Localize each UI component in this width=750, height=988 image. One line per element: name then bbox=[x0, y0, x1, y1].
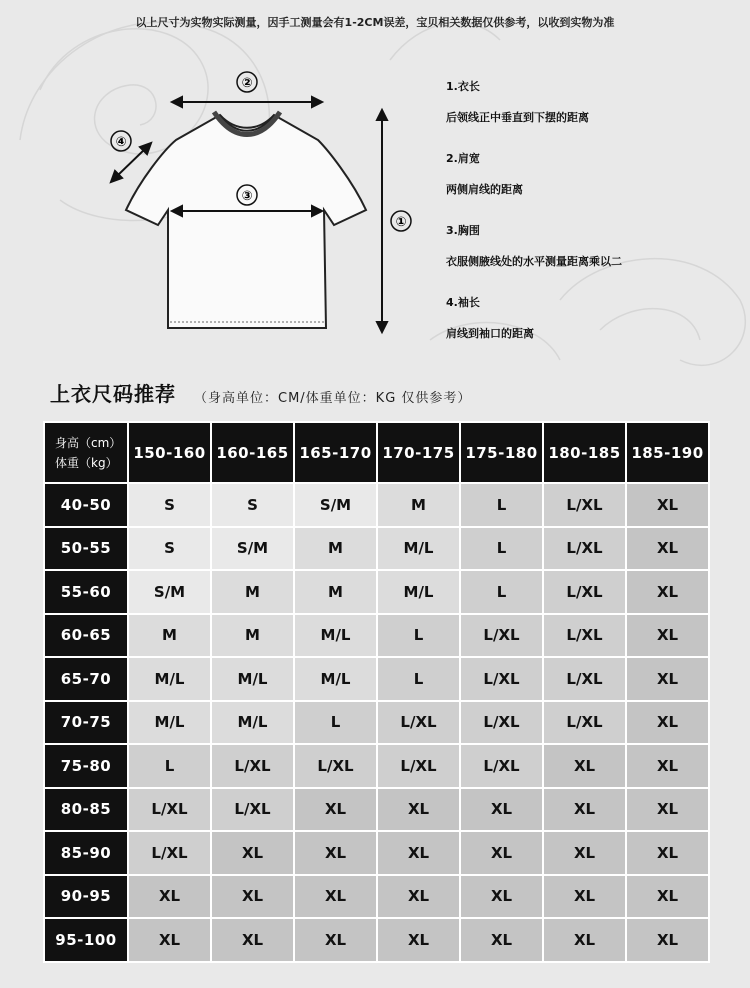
size-cell: L bbox=[460, 483, 543, 527]
size-cell: L/XL bbox=[543, 483, 626, 527]
table-body bbox=[44, 483, 709, 962]
size-cell: XL bbox=[543, 744, 626, 788]
size-cell: XL bbox=[626, 527, 709, 571]
size-cell: XL bbox=[626, 875, 709, 919]
size-cell: M bbox=[294, 570, 377, 614]
table-row bbox=[44, 918, 709, 962]
size-cell: XL bbox=[626, 918, 709, 962]
size-cell: M/L bbox=[294, 657, 377, 701]
weight-row-header: 95-100 bbox=[44, 918, 128, 962]
table-row bbox=[44, 483, 709, 527]
size-cell: XL bbox=[211, 875, 294, 919]
height-unit-label: 身高（cm） bbox=[55, 435, 122, 450]
legend-title: 4.袖长 bbox=[446, 296, 480, 309]
size-cell: L/XL bbox=[128, 831, 211, 875]
size-cell: L bbox=[128, 744, 211, 788]
size-cell: XL bbox=[626, 701, 709, 745]
height-column-header: 185-190 bbox=[626, 422, 709, 483]
size-cell: XL bbox=[460, 831, 543, 875]
size-cell: XL bbox=[377, 918, 460, 962]
table-header-row bbox=[44, 422, 709, 483]
size-cell: XL bbox=[128, 875, 211, 919]
size-cell: M bbox=[294, 527, 377, 571]
section-title: 上衣尺码推荐 bbox=[50, 382, 176, 406]
size-cell: S bbox=[128, 483, 211, 527]
table-row bbox=[44, 570, 709, 614]
size-cell: L/XL bbox=[543, 614, 626, 658]
size-cell: XL bbox=[377, 875, 460, 919]
size-cell: L/XL bbox=[460, 744, 543, 788]
legend-desc: 衣服侧腋线处的水平测量距离乘以二 bbox=[446, 255, 622, 268]
size-cell: L/XL bbox=[294, 744, 377, 788]
weight-row-header: 70-75 bbox=[44, 701, 128, 745]
section-note: （身高单位：CM/体重单位：KG 仅供参考） bbox=[194, 391, 472, 406]
size-cell: S/M bbox=[211, 527, 294, 571]
legend-desc: 两侧肩线的距离 bbox=[446, 183, 523, 196]
size-cell: XL bbox=[294, 918, 377, 962]
size-cell: L bbox=[460, 527, 543, 571]
size-cell: M/L bbox=[377, 527, 460, 571]
size-cell: XL bbox=[377, 788, 460, 832]
weight-row-header: 60-65 bbox=[44, 614, 128, 658]
height-column-header: 170-175 bbox=[377, 422, 460, 483]
legend-item-shoulder bbox=[446, 150, 736, 222]
size-cell: XL bbox=[543, 788, 626, 832]
legend-item-sleeve bbox=[446, 294, 736, 366]
size-cell: M/L bbox=[377, 570, 460, 614]
size-cell: XL bbox=[211, 918, 294, 962]
size-cell: XL bbox=[626, 570, 709, 614]
size-cell: M/L bbox=[211, 701, 294, 745]
tshirt-outline bbox=[126, 115, 366, 328]
table-row bbox=[44, 788, 709, 832]
size-cell: XL bbox=[626, 614, 709, 658]
size-cell: L/XL bbox=[460, 657, 543, 701]
size-cell: L/XL bbox=[460, 701, 543, 745]
size-cell: L bbox=[460, 570, 543, 614]
size-cell: XL bbox=[294, 788, 377, 832]
size-cell: M bbox=[211, 570, 294, 614]
size-cell: S/M bbox=[128, 570, 211, 614]
size-cell: L bbox=[294, 701, 377, 745]
legend-desc: 后领线正中垂直到下摆的距离 bbox=[446, 111, 589, 124]
marker-1: ① bbox=[395, 215, 407, 230]
measurement-notice: 以上尺寸为实物实际测量，因手工测量会有1-2CM误差，宝贝相关数据仅供参考，以收到实物为准 bbox=[135, 16, 615, 29]
size-cell: XL bbox=[460, 918, 543, 962]
table-row bbox=[44, 701, 709, 745]
size-cell: S bbox=[128, 527, 211, 571]
size-cell: XL bbox=[460, 788, 543, 832]
size-cell: L bbox=[377, 614, 460, 658]
size-cell: XL bbox=[626, 483, 709, 527]
legend-title: 3.胸围 bbox=[446, 224, 480, 237]
weight-row-header: 65-70 bbox=[44, 657, 128, 701]
shoulder-width-arrow bbox=[172, 97, 322, 107]
weight-row-header: 80-85 bbox=[44, 788, 128, 832]
height-column-header: 180-185 bbox=[543, 422, 626, 483]
weight-row-header: 75-80 bbox=[44, 744, 128, 788]
size-cell: XL bbox=[294, 831, 377, 875]
size-cell: L/XL bbox=[128, 788, 211, 832]
size-cell: L/XL bbox=[543, 527, 626, 571]
size-cell: M bbox=[211, 614, 294, 658]
weight-row-header: 90-95 bbox=[44, 875, 128, 919]
size-recommendation-table bbox=[43, 421, 710, 963]
size-cell: S bbox=[211, 483, 294, 527]
legend-item-chest bbox=[446, 222, 736, 294]
size-cell: L/XL bbox=[377, 701, 460, 745]
size-cell: L/XL bbox=[543, 570, 626, 614]
size-cell: M/L bbox=[128, 701, 211, 745]
size-cell: L/XL bbox=[460, 614, 543, 658]
weight-unit-label: 体重（kg） bbox=[55, 455, 118, 470]
size-cell: XL bbox=[626, 788, 709, 832]
size-cell: S/M bbox=[294, 483, 377, 527]
size-cell: M bbox=[128, 614, 211, 658]
size-cell: L/XL bbox=[543, 657, 626, 701]
height-column-header: 175-180 bbox=[460, 422, 543, 483]
weight-row-header: 85-90 bbox=[44, 831, 128, 875]
size-cell: XL bbox=[294, 875, 377, 919]
body-length-arrow bbox=[377, 110, 387, 332]
size-cell: M/L bbox=[294, 614, 377, 658]
size-cell: XL bbox=[543, 918, 626, 962]
size-cell: XL bbox=[543, 875, 626, 919]
size-cell: M/L bbox=[211, 657, 294, 701]
size-cell: XL bbox=[377, 831, 460, 875]
table-row bbox=[44, 831, 709, 875]
weight-row-header: 40-50 bbox=[44, 483, 128, 527]
size-cell: L/XL bbox=[543, 701, 626, 745]
size-cell: XL bbox=[460, 875, 543, 919]
weight-row-header: 55-60 bbox=[44, 570, 128, 614]
weight-row-header: 50-55 bbox=[44, 527, 128, 571]
table-corner-label bbox=[44, 422, 128, 483]
legend-title: 2.肩宽 bbox=[446, 152, 480, 165]
table-row bbox=[44, 614, 709, 658]
size-cell: L bbox=[377, 657, 460, 701]
size-cell: XL bbox=[626, 744, 709, 788]
size-cell: M bbox=[377, 483, 460, 527]
legend-desc: 肩线到袖口的距离 bbox=[446, 327, 534, 340]
size-cell: XL bbox=[211, 831, 294, 875]
legend-item-length bbox=[446, 78, 736, 150]
size-cell: L/XL bbox=[211, 744, 294, 788]
table-row bbox=[44, 527, 709, 571]
table-row bbox=[44, 744, 709, 788]
marker-2: ② bbox=[241, 76, 253, 91]
tshirt-measurement-diagram bbox=[0, 60, 440, 350]
measurement-legend bbox=[446, 78, 736, 366]
legend-title: 1.衣长 bbox=[446, 80, 480, 93]
size-cell: XL bbox=[626, 657, 709, 701]
height-column-header: 165-170 bbox=[294, 422, 377, 483]
marker-3: ③ bbox=[241, 189, 253, 204]
marker-4: ④ bbox=[115, 135, 127, 150]
height-column-header: 150-160 bbox=[128, 422, 211, 483]
size-cell: L/XL bbox=[211, 788, 294, 832]
size-cell: XL bbox=[543, 831, 626, 875]
size-cell: M/L bbox=[128, 657, 211, 701]
height-column-header: 160-165 bbox=[211, 422, 294, 483]
table-row bbox=[44, 875, 709, 919]
size-cell: L/XL bbox=[377, 744, 460, 788]
size-cell: XL bbox=[626, 831, 709, 875]
size-cell: XL bbox=[128, 918, 211, 962]
table-row bbox=[44, 657, 709, 701]
